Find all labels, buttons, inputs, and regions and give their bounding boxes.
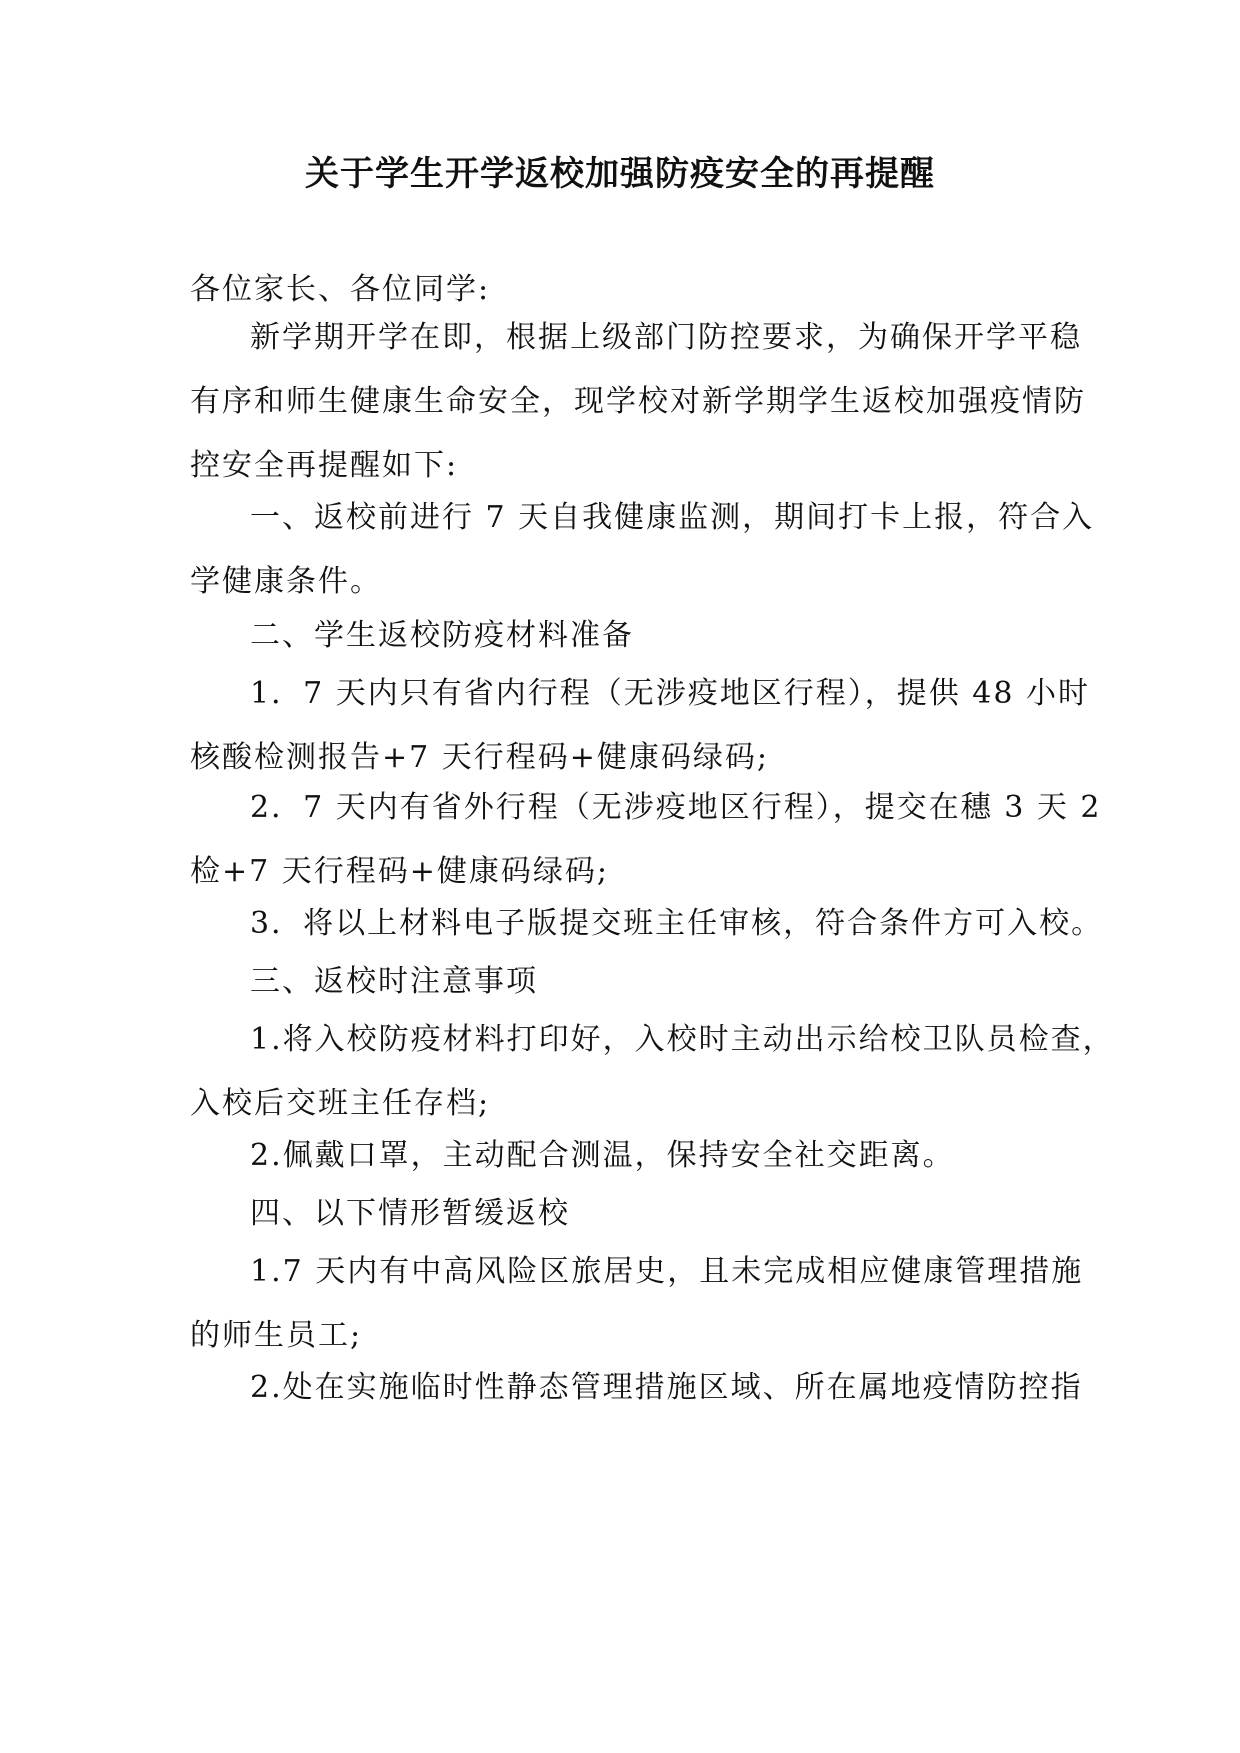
section-4-item-1-line-1: 1.7 天内有中高风险区旅居史，且未完成相应健康管理措施 bbox=[250, 1254, 1084, 1289]
section-2-item-3-line: 3．将以上材料电子版提交班主任审核，符合条件方可入校。 bbox=[250, 906, 1104, 941]
section-3-item-1 bbox=[190, 1008, 1115, 1136]
section-3-item-2-line: 2.佩戴口罩，主动配合测温，保持安全社交距离。 bbox=[250, 1138, 955, 1173]
section-2-item-1 bbox=[190, 662, 1090, 790]
intro-line-3: 控安全再提醒如下: bbox=[190, 448, 459, 483]
section-2-item-1-line-1: 1．7 天内只有省内行程（无涉疫地区行程），提供 48 小时 bbox=[250, 676, 1090, 711]
section-2-item-2 bbox=[190, 776, 1102, 904]
section-1-paragraph bbox=[190, 486, 1095, 614]
section-4-item-2-line: 2.处在实施临时性静态管理措施区域、所在属地疫情防控指 bbox=[250, 1370, 1083, 1405]
section-2-item-3 bbox=[190, 892, 1104, 956]
section-3-item-1-line-2: 入校后交班主任存档; bbox=[190, 1086, 491, 1121]
section-1-line-2: 学健康条件。 bbox=[190, 564, 382, 599]
section-4-item-1 bbox=[190, 1240, 1084, 1368]
section-2-item-1-line-2: 核酸检测报告+7 天行程码+健康码绿码; bbox=[190, 740, 770, 775]
intro-line-2: 有序和师生健康生命安全，现学校对新学期学生返校加强疫情防 bbox=[190, 384, 1086, 419]
section-2-heading-line: 二、学生返校防疫材料准备 bbox=[250, 618, 634, 653]
salutation-line: 各位家长、各位同学: bbox=[190, 272, 491, 307]
section-2-item-2-line-1: 2．7 天内有省外行程（无涉疫地区行程），提交在穗 3 天 2 bbox=[250, 790, 1102, 825]
section-3-item-2 bbox=[190, 1124, 1070, 1188]
section-4-heading-line: 四、以下情形暂缓返校 bbox=[250, 1196, 570, 1231]
section-3-heading-line: 三、返校时注意事项 bbox=[250, 964, 538, 999]
section-4-heading bbox=[190, 1182, 1070, 1246]
section-2-item-2-line-2: 检+7 天行程码+健康码绿码; bbox=[190, 854, 610, 889]
section-3-heading bbox=[190, 950, 1070, 1014]
document-title: 关于学生开学返校加强防疫安全的再提醒 bbox=[305, 154, 935, 194]
section-2-heading bbox=[190, 604, 1070, 668]
intro-line-1: 新学期开学在即，根据上级部门防控要求，为确保开学平稳 bbox=[250, 320, 1082, 355]
section-4-item-2 bbox=[190, 1356, 1083, 1420]
section-1-line-1: 一、返校前进行 7 天自我健康监测，期间打卡上报，符合入 bbox=[250, 500, 1095, 535]
section-4-item-1-line-2: 的师生员工; bbox=[190, 1318, 363, 1353]
intro-paragraph bbox=[190, 306, 1086, 498]
section-3-item-1-line-1: 1.将入校防疫材料打印好，入校时主动出示给校卫队员检查， bbox=[250, 1022, 1115, 1057]
